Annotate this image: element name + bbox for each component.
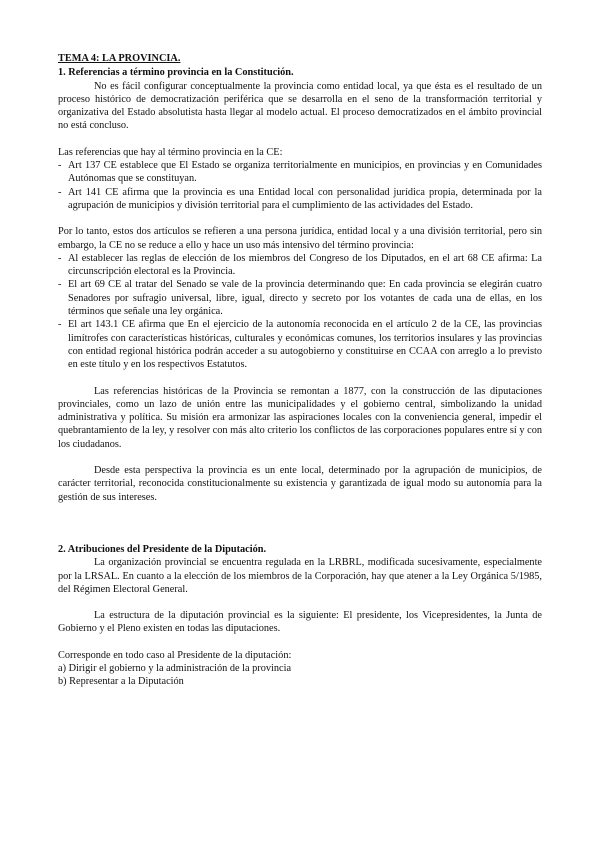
document-title: TEMA 4: LA PROVINCIA. xyxy=(58,53,181,64)
section-2-paragraph-2: La estructura de la diputación provincial es la siguiente: El presidente, los Vicepresidentes, la Junta de Gobierno y el Pleno existen en todas las diputaciones. xyxy=(58,610,542,635)
list-item: - Art 137 CE establece que El Estado se organiza territorialmente en municipios, en provincias y en Comunidades Autónomas que se constituyan. xyxy=(58,159,542,186)
section-2-paragraph-1: La organización provincial se encuentra regulada en la LRBRL, modificada sucesivamente, especialmente por la LRSAL. En cuanto a la elección de los miembros de la Corporación, hay que atener a la Ley Orgánica 5/1985, del Régimen Electoral General. xyxy=(58,557,542,595)
uses-list xyxy=(58,252,542,372)
list-item: b) Representar a la Diputación xyxy=(58,676,184,688)
president-list-intro: Corresponde en todo caso al Presidente de la diputación: xyxy=(58,649,292,661)
section-1-paragraph-3: Las referencias históricas de la Provincia se remontan a 1877, con la construcción de las diputaciones provinciales, como un lazo de unión entre las municipalidades y el gobierno central, simbolizando la unidad administrativa y política. Su misión era armonizar las aspiraciones locales con la conveniencia general, impedir el quebrantamiento de la ley, y resolver con más alto criterio los conflictos de las corporaciones populares entre sí y con los ciudadanos. xyxy=(58,385,542,450)
list-item: - Al establecer las reglas de elección de los miembros del Congreso de los Diputados, en el art 68 CE afirma: La circunscripción electoral es la Provincia. xyxy=(58,252,542,279)
list-item: - Art 141 CE afirma que la provincia es una Entidad local con personalidad jurídica propia, determinada por la agrupación de municipios y división territorial para el cumplimiento de las actividades del Estado. xyxy=(58,186,542,213)
list-item: a) Dirigir el gobierno y la administración de la provincia xyxy=(58,662,292,674)
section-1-paragraph-4: Desde esta perspectiva la provincia es un ente local, determinado por la agrupación de municipios, de carácter territorial, reconocida constitucionalmente su existencia y garantizada de igual modo su autonomía para la gestión de sus intereses. xyxy=(58,465,542,503)
references-list xyxy=(58,159,542,212)
list-item: - El art 69 CE al tratar del Senado se vale de la provincia determinando que: En cada provincia se elegirán cuatro Senadores por sufragio universal, libre, igual, directo y secreto por los votantes de cada una de ellas, en los términos que señale una ley orgánica. xyxy=(58,278,542,318)
section-1-paragraph-1: No es fácil configurar conceptualmente la provincia como entidad local, ya que ésta es el resultado de un proceso histórico de democratización periférica que se desarrolla en el seno de la transformación territorial y organizativa del Estado absolutista hasta llegar al modelo actual. El proceso democratizados en el ámbito provincial no está concluso. xyxy=(58,80,542,132)
section-1-paragraph-2: Por lo tanto, estos dos artículos se refieren a una persona jurídica, entidad local y a una división territorial, pero sin embargo, la CE no se reduce a ello y hace un uso más intensivo del término provincia: xyxy=(58,226,542,251)
president-list xyxy=(58,662,542,689)
document-page xyxy=(58,52,542,689)
section-1-heading: 1. Referencias a término provincia en la Constitución. xyxy=(58,67,294,79)
section-2-heading: 2. Atribuciones del Presidente de la Diputación. xyxy=(58,543,267,555)
references-intro: Las referencias que hay al término provincia en la CE: xyxy=(58,146,283,158)
list-item: - El art 143.1 CE afirma que En el ejercicio de la autonomía reconocida en el artículo 2 de la CE, las provincias limítrofes con características históricas, culturales y económicas comunes, los territorios insulares y las provincias con entidad regional histórica podrán acceder a su autogobierno y constituirse en CCAA con arreglo a lo previsto en este título y en los respectivos Estatutos. xyxy=(58,318,542,371)
